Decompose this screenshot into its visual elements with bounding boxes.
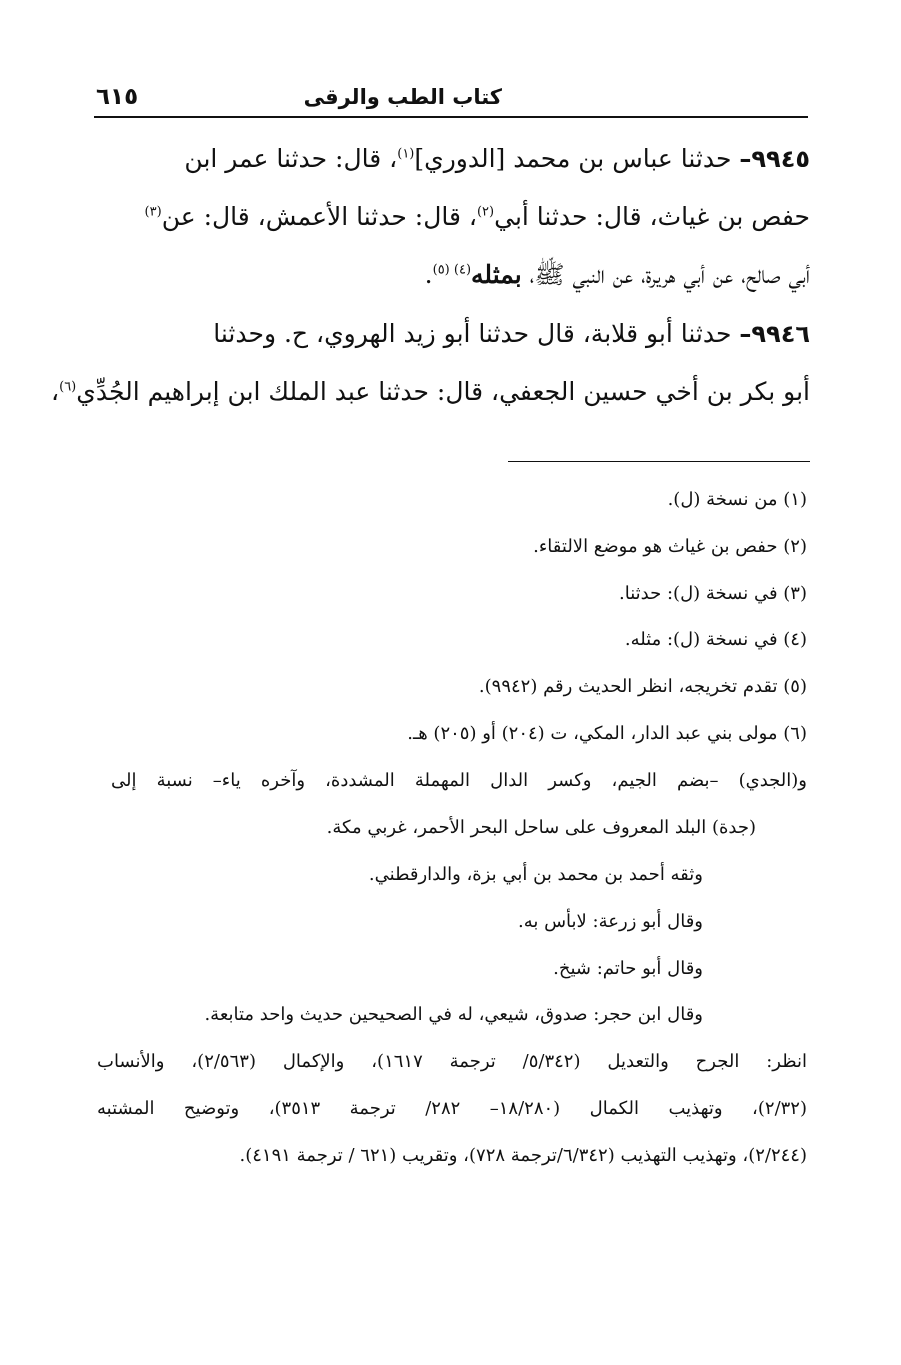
hadith-9945 xyxy=(94,130,810,304)
footnote-separator xyxy=(508,461,810,462)
hadith-9945-line-2 xyxy=(94,188,810,246)
running-header xyxy=(94,80,808,118)
footnote-ref: (٦) xyxy=(59,379,77,395)
footnote-6-para-6-line-1: انظر: الجرح والتعديل (٥/٣٤٢/ ترجمة ١٦١٧)، والإكمال (٢/٥٦٣)، والأنساب xyxy=(97,1051,807,1072)
footnote-5: (٥) تقدم تخريجه، انظر الحديث رقم (٩٩٤٢). xyxy=(478,676,807,697)
footnote-6-para-4: وقال أبو حاتم: شيخ. xyxy=(553,958,703,979)
footnote-6-para-3: وقال أبو زرعة: لابأس به. xyxy=(517,911,703,932)
footnote-6: (٦) مولى بني عبد الدار، المكي، ت (٢٠٤) أو (٢٠٥) هـ. xyxy=(407,723,807,744)
footnote-3: (٣) في نسخة (ل): حدثنا. xyxy=(619,583,807,604)
footnote-6-para-6-line-2: (٢/٣٢)، وتهذيب الكمال (١٨/٢٨٠– ٢٨٢/ ترجمة ٣٥١٣)، وتوضيح المشتبه xyxy=(97,1098,808,1119)
hadith-text: أبي صالح، عن أبي هريرة، عن النبي ﷺ، xyxy=(529,260,810,289)
footnote-6-para-1-line-2: (جدة) البلد المعروف على ساحل البحر الأحمر، غربي مكة. xyxy=(326,817,756,838)
footnote-2: (٢) حفص بن غياث هو موضع الالتقاء. xyxy=(533,536,807,557)
footnote-4: (٤) في نسخة (ل): مثله. xyxy=(624,629,807,650)
chapter-title: كتاب الطب والرقى xyxy=(303,85,502,109)
hadith-number: ٩٩٤٥– xyxy=(739,145,810,173)
footnote-ref: (٣) xyxy=(144,204,162,220)
page-number: ٦١٥ xyxy=(96,84,139,110)
footnote-6-para-2: وثقه أحمد بن محمد بن أبي بزة، والدارقطني. xyxy=(368,864,703,885)
footnote-6-para-5: وقال ابن حجر: صدوق، شيعي، له في الصحيحين حديث واحد متابعة. xyxy=(204,1004,703,1025)
hadith-9946-line-1 xyxy=(94,305,810,363)
footnote-ref: (٤) (٥) xyxy=(432,262,472,278)
hadith-text: . xyxy=(424,260,433,289)
hadith-text: أبو بكر بن أخي حسين الجعفي، قال: حدثنا عبد الملك ابن إبراهيم الجُدِّي xyxy=(76,377,810,406)
hadith-text: حفص بن غياث، قال: حدثنا أبي xyxy=(494,202,810,231)
hadith-9945-line-3 xyxy=(94,246,810,304)
footnote-6-para-6-line-3: (٢/٢٤٤)، وتهذيب التهذيب (٦/٣٤٢/ترجمة ٧٢٨)، وتقريب (٦٢١ / ترجمة ٤١٩١). xyxy=(239,1145,807,1166)
footnote-ref: (٢) xyxy=(476,204,495,220)
hadith-text: حدثنا عباس بن محمد [الدوري] xyxy=(414,144,732,173)
hadith-9946 xyxy=(51,305,810,421)
hadith-bold-word: بمثله xyxy=(471,260,522,289)
hadith-text: ، xyxy=(51,377,60,406)
footnote-6-para-1-line-1: و(الجدي) –بضم الجيم، وكسر الدال المهملة المشددة، وآخره ياء– نسبة إلى xyxy=(111,770,807,791)
footnote-1: (١) من نسخة (ل). xyxy=(667,489,807,510)
hadith-text: ، قال: حدثنا عمر ابن xyxy=(184,144,398,173)
hadith-9946-line-2 xyxy=(51,363,810,421)
hadith-text: ، قال: حدثنا الأعمش، قال: عن xyxy=(161,202,477,231)
hadith-number: ٩٩٤٦– xyxy=(739,320,810,348)
hadith-9945-line-1 xyxy=(94,130,810,188)
footnote-ref: (١) xyxy=(397,146,415,162)
hadith-text: حدثنا أبو قلابة، قال حدثنا أبو زيد الهروي، ح. وحدثنا xyxy=(213,319,732,348)
